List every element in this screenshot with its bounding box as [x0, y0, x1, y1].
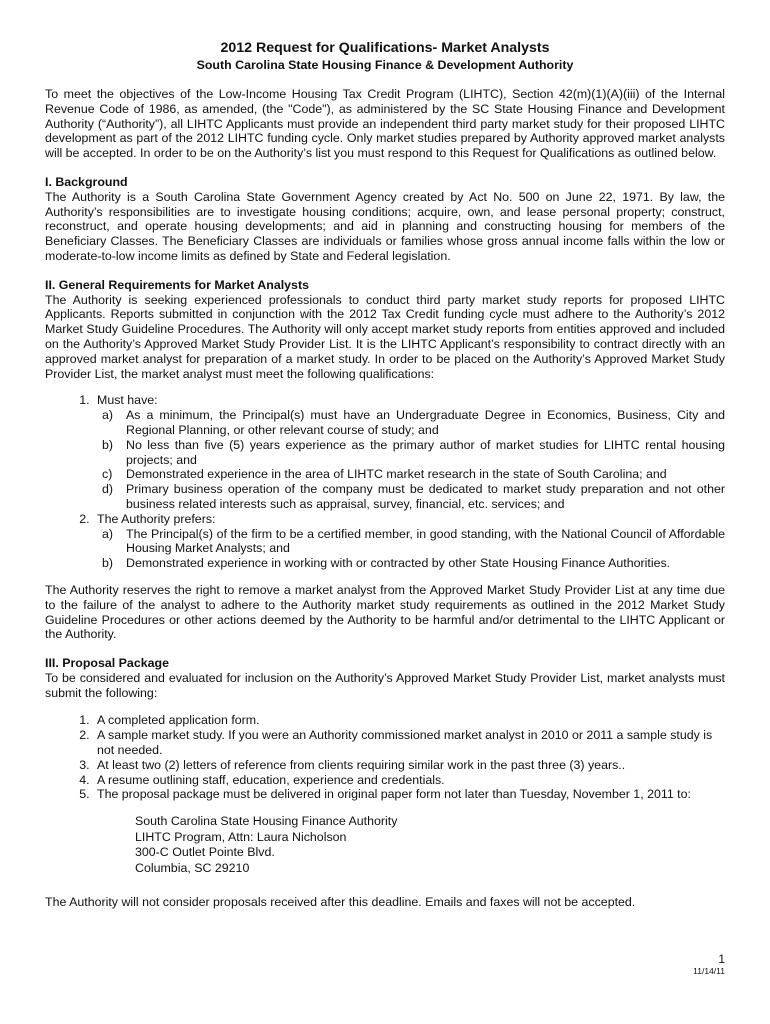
intro-paragraph: To meet the objectives of the Low-Income Housing Tax Credit Program (LIHTC), Section 42(m)(1)(A)(iii) of the Internal Revenue Code of 1986, as amended, (the "Code"), as administered by the SC State Housing Finance and Development Authority (“Authority”), all LIHTC Applicants must provide an independent third party market study for their proposed LIHTC development as part of the 2012 LIHTC funding cycle. Only market studies prepared by Authority approved market analysts will be accepted. In order to be on the Authority’s list you must respond to this Request for Qualifications as outlined below. [45, 87, 725, 161]
mailing-address [135, 814, 725, 876]
proposal-list [45, 713, 725, 802]
section-heading-background: I. Background [45, 174, 128, 189]
footer-date: 11/14/11 [693, 966, 725, 976]
list-item: No less than five (5) years experience as the primary author of market studies for LIHTC rental housing projects; and [126, 437, 725, 467]
reserve-paragraph: The Authority reserves the right to remove a market analyst from the Approved Market Study Provider List at any time due to the failure of the analyst to adhere to the Authority market study requirements as outlined in the 2012 Market Study Guideline Procedures or other actions deemed by the Authority to be harmful and/or detrimental to the LIHTC Applicant or the Authority. [45, 582, 725, 642]
must-have-sublist [97, 408, 725, 512]
requirements-paragraph: The Authority is seeking experienced professionals to conduct third party market study reports for proposed LIHTC Applicants. Reports submitted in conjunction with the 2012 Tax Credit funding cycle must adhere to the Authority’s 2012 Market Study Guideline Procedures. The Authority will only accept market study reports from entities approved and included on the Authority’s Approved Market Study Provider List. It is the LIHTC Applicant’s responsibility to contract directly with an approved market analyst for preparation of a market study. In order to be placed on the Authority’s Approved Market Study Provider List, the market analyst must meet the following qualifications: [45, 292, 725, 381]
list-item: Demonstrated experience in the area of LIHTC market research in the state of South Carolina; and [126, 467, 667, 482]
list-item: As a minimum, the Principal(s) must have an Undergraduate Degree in Economics, Business, City and Regional Planning, or other relevant course of study; and [126, 408, 725, 437]
list-item [93, 393, 725, 511]
document-title: 2012 Request for Qualifications- Market Analysts [220, 40, 550, 56]
address-line: Columbia, SC 29210 [135, 861, 250, 876]
list-item: 4. A resume outlining staff, education, experience and credentials. [93, 773, 725, 788]
address-line: South Carolina State Housing Finance Authority [135, 814, 398, 829]
page-footer [693, 952, 725, 976]
prefers-sublist [97, 527, 725, 571]
section-heading-requirements: II. General Requirements for Market Analysts [45, 277, 309, 292]
section-general-requirements [45, 278, 725, 642]
page-number: 1 [718, 952, 725, 966]
list-item [93, 512, 725, 571]
section-proposal-package [45, 656, 725, 909]
list-item: The Principal(s) of the firm to be a certified member, in good standing, with the National Council of Affordable Housing Market Analysts; and [126, 526, 725, 556]
proposal-paragraph: To be considered and evaluated for inclusion on the Authority’s Approved Market Study Provider List, market analysts must submit the following: [45, 670, 725, 700]
closing-paragraph: The Authority will not consider proposals received after this deadline. Emails and faxes will not be accepted. [45, 894, 636, 909]
must-have-label: Must have: [97, 393, 158, 408]
list-item: 2. A sample market study. If you were an Authority commissioned market analyst in 2010 or 2011 a sample study is not needed. [93, 728, 725, 758]
list-item: Demonstrated experience in working with or contracted by other State Housing Finance Authorities. [126, 556, 671, 571]
background-paragraph: The Authority is a South Carolina State Government Agency created by Act No. 500 on June 22, 1971. By law, the Authority’s responsibilities are to investigate housing conditions; acquire, own, and lease personal property; construct, reconstruct, and operate housing developments; and aid in planning and constructing housing for members of the Beneficiary Classes. The Beneficiary Classes are individuals or families whose gross annual income falls within the low or moderate-to-low income limits as defined by State and Federal legislation. [45, 189, 725, 263]
qualifications-list [45, 393, 725, 571]
address-line: LIHTC Program, Attn: Laura Nicholson [135, 829, 347, 844]
document-subtitle: South Carolina State Housing Finance & Development Authority [196, 58, 574, 72]
section-background [45, 175, 725, 264]
list-item: Primary business operation of the company must be dedicated to market study preparation and not other business related interests such as appraisal, survey, financial, etc. services; and [126, 482, 725, 511]
list-item: 5. The proposal package must be delivered in original paper form not later than Tuesday, November 1, 2011 to: [93, 787, 725, 802]
section-heading-proposal: III. Proposal Package [45, 656, 169, 671]
address-line: 300-C Outlet Pointe Blvd. [135, 845, 275, 860]
list-item: 1. A completed application form. [93, 713, 725, 728]
list-item: 3. At least two (2) letters of reference from clients requiring similar work in the past three (3) years.. [93, 758, 725, 773]
prefers-label: The Authority prefers: [97, 511, 216, 526]
